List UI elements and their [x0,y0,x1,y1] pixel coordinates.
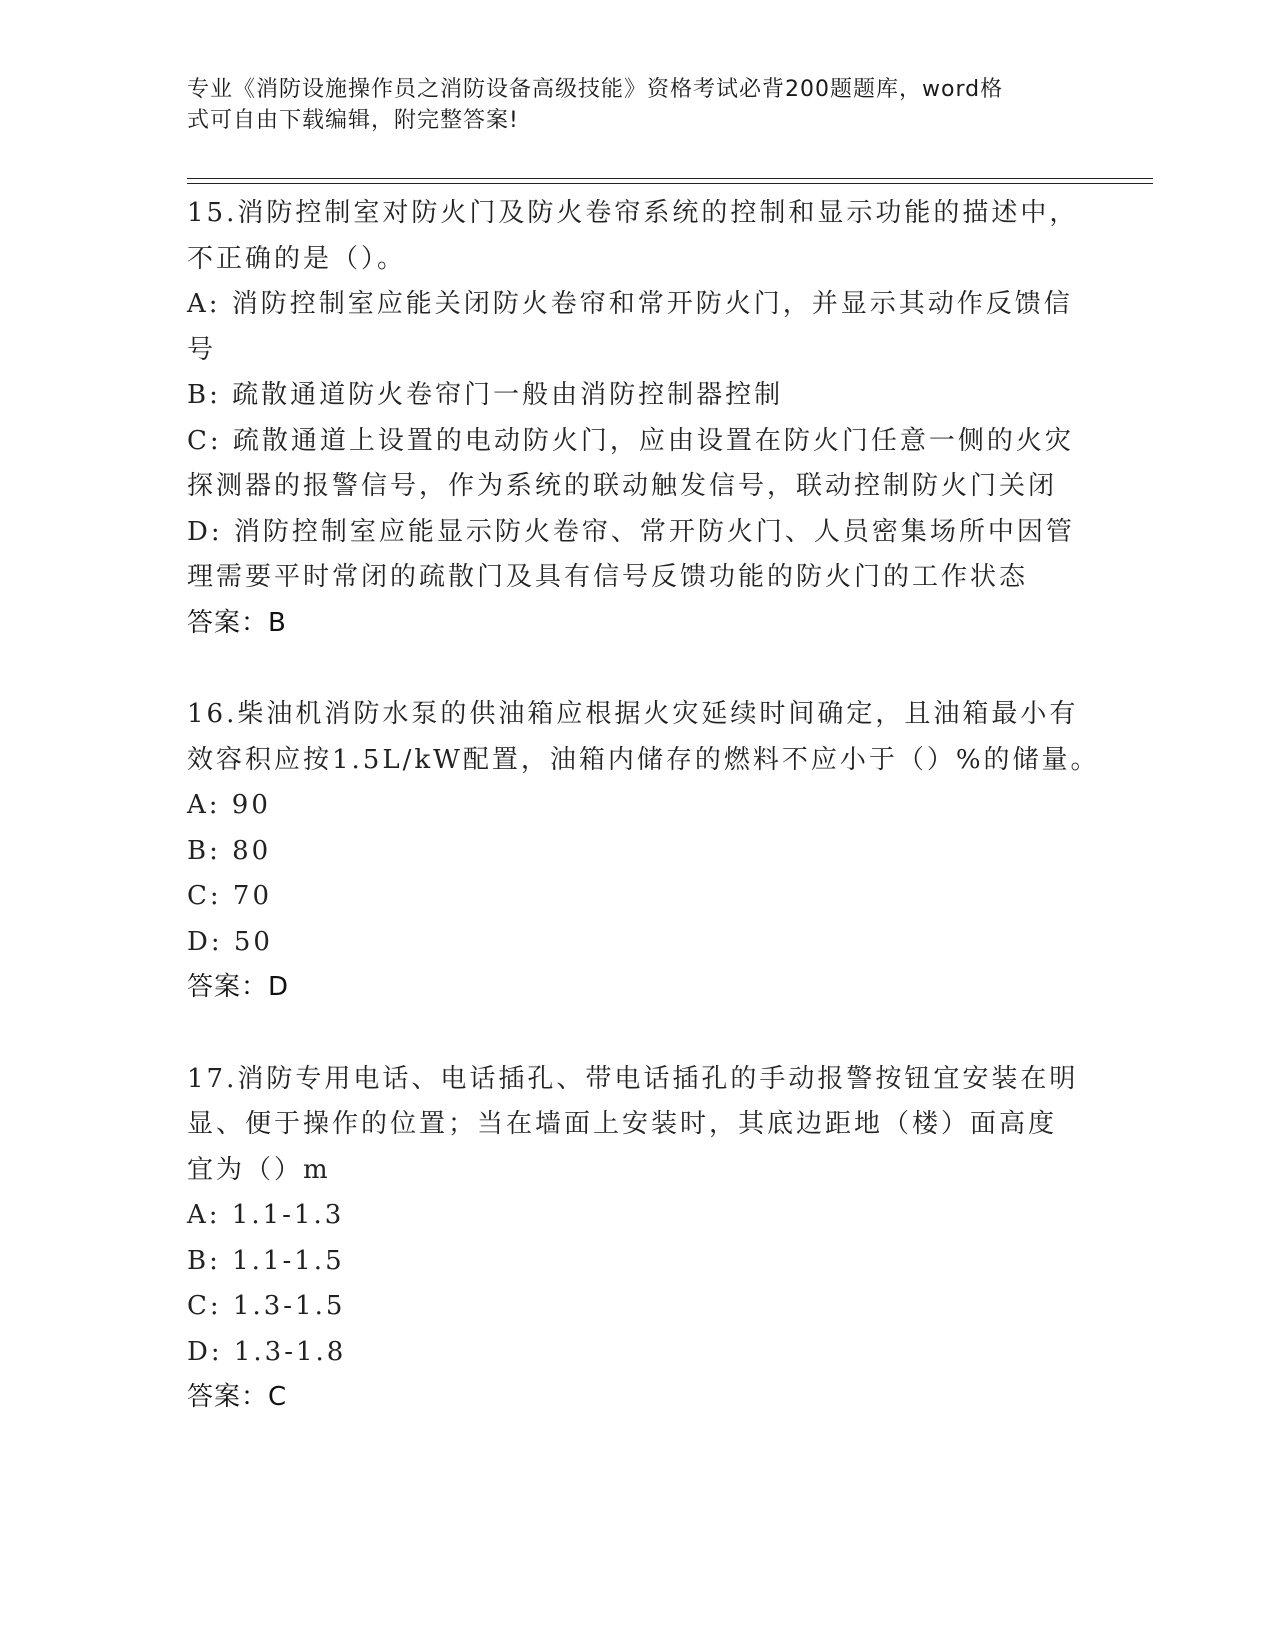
header-divider-bottom [187,183,1153,184]
question-16 [187,692,1100,1011]
question-15 [187,191,1087,646]
option-line: 理需要平时常闭的疏散门及具有信号反馈功能的防火门的工作状态 [187,562,1029,592]
option-line: A: 消防控制室应能关闭防火卷帘和常开防火门，并显示其动作反馈信 [187,289,1073,319]
option-line: B: 1.1-1.5 [187,1245,345,1276]
answer-line: 答案：D [187,972,290,1002]
header-line: 专业《消防设施操作员之消防设备高级技能》资格考试必背200题题库，word格 [187,77,1004,102]
option-line: 探测器的报警信号，作为系统的联动触发信号，联动控制防火门关闭 [187,471,1058,501]
question-stem-line: 不正确的是（）。 [187,243,407,274]
question-stem-line: 16.柴油机消防水泵的供油箱应根据火灾延续时间确定，且油箱最小有 [187,699,1079,729]
question-stem-line: 17.消防专用电话、电话插孔、带电话插孔的手动报警按钮宜安装在明 [187,1063,1079,1094]
answer-line: 答案：B [187,607,287,638]
option-line: C: 70 [187,881,273,911]
header-line: 式可自由下载编辑，附完整答案! [187,108,519,133]
option-line: C: 疏散通道上设置的电动防火门，应由设置在防火门任意一侧的火灾 [187,425,1074,456]
option-line: C: 1.3-1.5 [187,1291,346,1321]
option-line: A: 1.1-1.3 [187,1200,345,1230]
question-stem-line: 显、便于操作的位置；当在墙面上安装时，其底边距地（楼）面高度 [187,1109,1058,1139]
question-17 [187,1057,1087,1421]
option-line: A: 90 [187,790,271,820]
header-divider-top [187,178,1153,179]
answer-line: 答案：C [187,1382,288,1412]
document-header [187,74,1067,136]
option-line: B: 疏散通道防火卷帘门一般由消防控制器控制 [187,380,784,410]
option-line: D: 50 [187,926,273,957]
option-line: D: 1.3-1.8 [187,1336,347,1367]
question-stem-line: 宜为（）m [187,1154,331,1185]
question-list [187,191,1100,1467]
option-line: 号 [187,334,217,365]
question-stem-line: 效容积应按1.5L/kW配置，油箱内储存的燃料不应小于（）%的储量。 [187,744,1100,775]
question-stem-line: 15.消防控制室对防火门及防火卷帘系统的控制和显示功能的描述中， [187,198,1079,228]
option-line: D: 消防控制室应能显示防火卷帘、常开防火门、人员密集场所中因管 [187,516,1075,547]
option-line: B: 80 [187,835,272,866]
